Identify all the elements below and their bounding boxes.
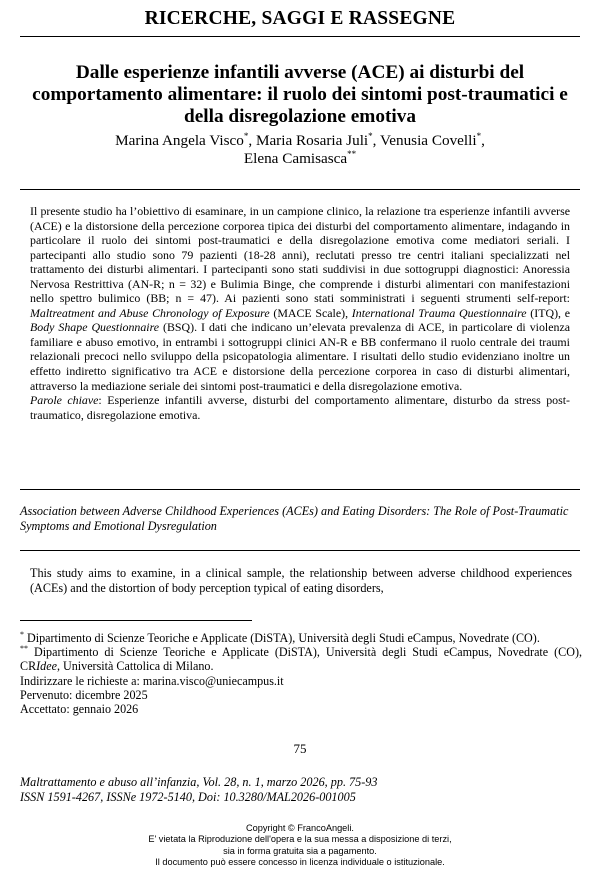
english-title: Association between Adverse Childhood Experiences (ACEs) and Eating Disorders: The Role of Post-Traumatic Symptoms and Emotional Dysregulation [20,504,569,533]
abstract-top-rule [20,189,580,190]
article-title: Dalle esperienze infantili avverse (ACE) ai disturbi del comportamento alimentare: il ruolo dei sintomi post-traumatici e della disregolazione emotiva [32,62,568,127]
footnote-mark: ** [20,644,28,654]
footnote-text: Dipartimento di Scienze Teoriche e Applicate (DiSTA), Università degli Studi eCampus, Novedrate (CO). [24,631,540,645]
keywords [30,393,570,422]
copyright-line: Il documento può essere concesso in licenza individuale o istituzionale. [155,857,445,868]
instrument-name: International Trauma Questionnaire [351,305,527,320]
instrument-name: Body Shape Questionnaire [30,320,160,335]
author-affiliation-mark: ** [347,148,357,159]
footnote-text: Dipartimento di Scienze Teoriche e Applicate (DiSTA), Università degli Studi eCampus, Novedrate (CO), CR [20,645,582,674]
footnote-text: , Università Cattolica di Milano. [56,659,214,674]
keywords-text: : Esperienze infantili avverse, disturbi del comportamento alimentare, disturbo da stress post-traumatico, disregolazione emotiva. [30,393,571,422]
journal-line: Maltrattamento e abuso all’infanzia, Vol. 28, n. 1, marzo 2026, pp. 75-93 [20,775,378,789]
copyright-notice [0,823,600,869]
abstract-body [30,204,570,393]
author-name: Maria Rosaria Juli [255,132,369,149]
abstract-text: (ITQ), e [526,305,571,320]
copyright-line: Copyright © FrancoAngeli. [246,823,354,833]
correspondence-address: Indirizzare le richieste a: marina.visco@uniecampus.it [20,673,284,688]
author-name: Marina Angela Visco [115,132,244,149]
instrument-name: Maltreatment and Abuse Chronology of Exposure [30,305,270,320]
author-list [40,132,560,168]
page-number: 75 [293,741,307,756]
author-affiliation-mark: * [476,130,482,141]
abstract-text: (MACE Scale), [269,305,352,320]
copyright-line: sia in forma gratuita sia a pagamento. [223,845,377,856]
footnote-1 [20,631,582,645]
section-rule [20,36,580,37]
received-date: Pervenuto: dicembre 2025 [20,687,148,702]
keywords-label: Parole chiave [30,393,99,408]
author-affiliation-mark: * [368,130,373,141]
journal-citation [20,775,580,804]
abstract-text: Il presente studio ha l’obiettivo di esaminare, in un campione clinico, la relazione tra esperienze infantili avverse (ACE) e la distorsione della percezione corporea tipica dei disturbi del comportamento alimentare, indagando in particolare il ruolo dei sintomi post-traumatici e della disregolazione emotiva come mediatori seriali. I partecipanti allo studio sono 79 pazienti (18-28 anni), reclutati presso tre centri italiani specializzati nel trattamento dei disturbi alimentari. I partecipanti sono stati suddivisi in due sottogruppi diagnostici: Anoressia Nervosa Restrittiva (AN-R; n = 32) e Bulimia Binge, che comprende i disturbi alimentari con manifestazioni nello spettro bulimico (BB; n = 47). Ai pazienti sono stati somministrati i seguenti strumenti self-report: [30,204,570,306]
author-name: Elena Camisasca [243,150,348,167]
footnote-mark: * [20,629,24,639]
author-affiliation-mark: * [243,130,249,141]
journal-identifiers: ISSN 1591-4267, ISSNe 1972-5140, Doi: 10.3280/MAL2026-001005 [20,789,356,804]
abstract-text: (BSQ). I dati che indicano un’elevata prevalenza di ACE, in particolare di violenza familiare e abuso emotivo, in entrambi i sottogruppi clinici AN-R e BB confermano il ruolo centrale dei traumi relazionali precoci nello sviluppo della psicopatologia alimentare. I risultati dello studio evidenziano inoltre un effetto indiretto significativo tra ACE e distorsione della percezione corporea in caso di disturbi alimentari, attraverso la mediazione seriale dei sintomi post-traumatici e della disregolazione emotiva. [30,320,570,393]
footnotes [20,631,582,716]
abstract-bottom-rule [20,489,580,490]
english-abstract: This study aims to examine, in a clinical sample, the relationship between adverse childhood experiences (ACEs) and the distortion of body perception typical of eating disorders, [30,566,572,595]
footnote-rule [20,620,252,621]
english-abstract-rule [20,550,580,551]
author-separator: , [248,132,256,149]
author-name: Venusia Covelli [379,132,477,149]
abstract-italian [30,204,570,422]
copyright-line: E' vietata la Riproduzione dell'opera e la sua messa a disposizione di terzi, [148,834,452,845]
section-heading: RICERCHE, SAGGI E RASSEGNE [144,8,456,29]
footnote-italic: Idee [36,659,57,674]
author-separator: , [372,132,380,149]
author-separator: , [481,132,485,149]
accepted-date: Accettato: gennaio 2026 [20,702,139,717]
footnote-2 [20,645,582,673]
